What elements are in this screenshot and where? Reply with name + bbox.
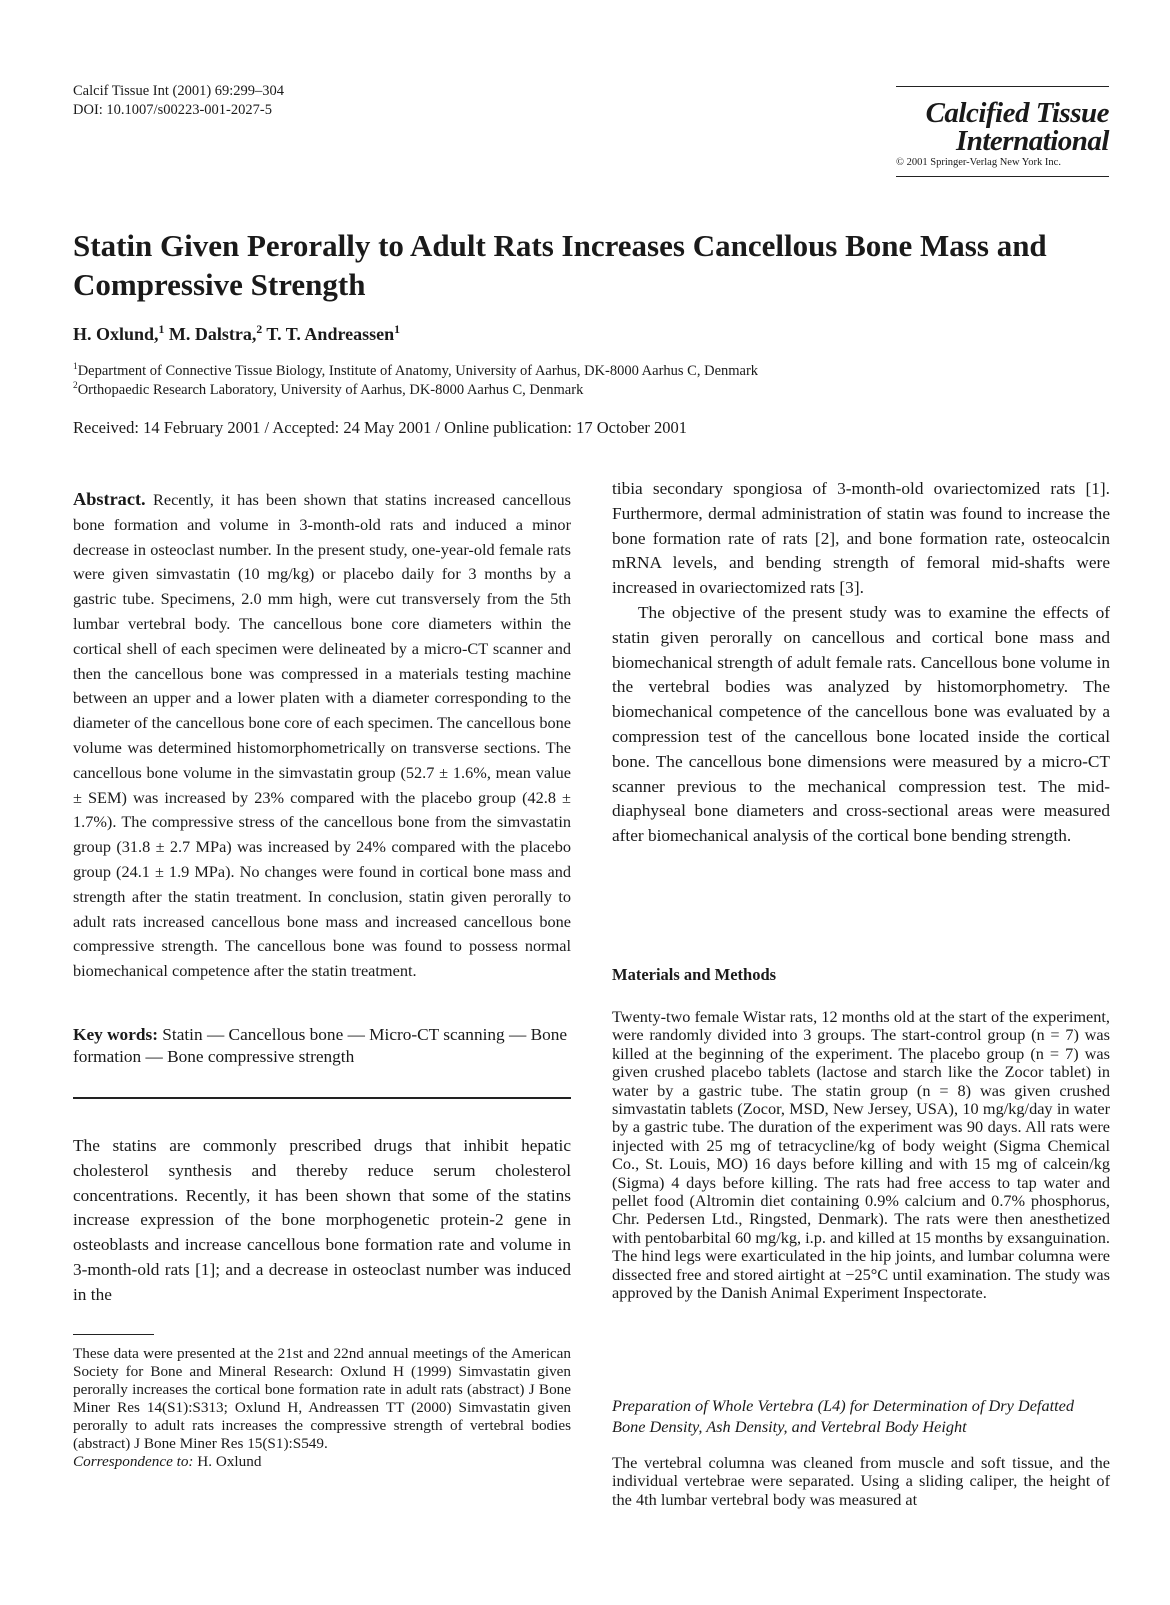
correspondence-name: H. Oxlund [197,1453,262,1470]
author-name: M. Dalstra, [168,324,257,344]
footnote-divider [73,1334,154,1335]
subsection-heading: Preparation of Whole Vertebra (L4) for Determination of Dry Defatted Bone Density, Ash Density, and Vertebral Body Height [612,1396,1074,1436]
objective-paragraph: The objective of the present study was to examine the effects of statin given perorally on cancellous and cortical bone mass and biomechanical strength of adult female rats. Cancellous bone volume in the vertebral bodies was analyzed by histomorphometry. The biomechanical competence of the cancellous bone was evaluated by a compression test of the cancellous bone located inside the cortical bone. The cancellous bone dimensions were measured by a micro-CT scanner previous to the mechanical compression test. The mid-diaphyseal bone diameters and cross-sectional areas were measured after biomechanical analysis of the cortical bone bending strength. [612,602,1110,846]
article-title: Statin Given Perorally to Adult Rats Increases Cancellous Bone Mass and Compressive Strength [73,228,1047,302]
abstract-label: Abstract. [73,489,146,509]
subsection-paragraph: The vertebral columna was cleaned from muscle and soft tissue, and the individual vertebrae were separated. Using a sliding caliper, the height of the 4th lumbar vertebral body was measured at [612,1453,1110,1509]
keywords-label: Key words: [73,1025,158,1044]
journal-copyright: © 2001 Springer-Verlag New York Inc. [896,157,1061,168]
correspondence-label: Correspondence to: [73,1453,194,1470]
footnote [73,1345,571,1471]
received-dates: Received: 14 February 2001 / Accepted: 24 May 2001 / Online publication: 17 October 2001 [73,418,688,437]
author-affiliation-number: 2 [256,323,263,336]
author-list [73,324,400,345]
citation-line: Calcif Tissue Int (2001) 69:299–304 [73,83,285,99]
journal-logo [896,86,1109,177]
affiliations [73,362,758,399]
journal-name: Calcified Tissue International [925,97,1109,157]
section-heading: Materials and Methods [612,965,777,984]
section-divider [73,1097,571,1099]
author-name: H. Oxlund, [73,324,159,344]
abstract-text: Recently, it has been shown that statins increased cancellous bone formation and volume in 3-month-old rats and induced a minor decrease in osteoclast number. In the present study, one-year-old female rats were given simvastatin (10 mg/kg) or placebo daily for 3 months by a gastric tube. Specimens, 2.0 mm high, were cut transversely from the 5th lumbar vertebral body. The cancellous bone core diameters within the cortical shell of each specimen were delineated by a micro-CT scanner and then the cancellous bone was compressed in a materials testing machine between an upper and a lower platen with a diameter corresponding to the diameter of the cancellous bone core of each specimen. The cancellous bone volume was determined histomorphometrically on transverse sections. The cancellous bone volume in the simvastatin group (52.7 ± 1.6%, mean value ± SEM) was increased by 23% compared with the placebo group (42.8 ± 1.7%). The compressive stress of the cancellous bone from the simvastatin group (31.8 ± 2.7 MPa) was increased by 24% compared with the placebo group (24.1 ± 1.9 MPa). No changes were found in cortical bone mass and strength after the statin treatment. In conclusion, statin given perorally to adult rats increased cancellous bone mass and increased cancellous bone compressive strength. The cancellous bone was found to possess normal biomechanical competence after the statin treatment. [73,490,571,981]
abstract [73,487,571,984]
author-affiliation-number: 1 [394,323,400,336]
keywords-text: Statin — Cancellous bone — Micro-CT scanning — Bone formation — Bone compressive strength [73,1025,568,1066]
intro-continued [612,477,1110,849]
methods-paragraph: Twenty-two female Wistar rats, 12 months old at the start of the experiment, were randomly divided into 3 groups. The start-control group (n = 7) was killed at the beginning of the experiment. The placebo group (n = 7) was given crushed placebo tablets (lactose and starch like the Zocor tablet) in water by a gastric tube. The statin group (n = 8) was given crushed simvastatin tablets (Zocor, MSD, New Jersey, USA), 10 mg/kg/day in water by a gastric tube. The duration of the experiment was 90 days. All rats were injected with 25 mg of tetracycline/kg of body weight (Sigma Chemical Co., St. Louis, MO) 16 days before killing and with 15 mg of calcein/kg (Sigma) 4 days before killing. The rats had free access to tap water and pellet food (Altromin diet containing 0.9% calcium and 0.7% phosphorus, Chr. Pedersen Ltd., Ringsted, Denmark). The rats were then anesthetized with pentobarbital 60 mg/kg, i.p. and killed at 15 months by exsanguination. The hind legs were exarticulated in the hip joints, and lumbar columna were dissected free and stored airtight at −25°C until examination. The study was approved by the Danish Animal Experiment Inspectorate. [612,1007,1110,1303]
intro-paragraph: tibia secondary spongiosa of 3-month-old ovariectomized rats [1]. Furthermore, dermal administration of statin was found to increase the bone formation rate of rats [2], and bone formation rate, osteocalcin mRNA levels, and bending strength of femoral mid-shafts were increased in ovariectomized rats [3]. [612,479,1110,598]
author-affiliation-number: 1 [158,323,165,336]
author-name: T. T. Andreassen [266,324,395,344]
citation-block [73,82,284,120]
intro-paragraph: The statins are commonly prescribed drugs that inhibit hepatic cholesterol synthesis and thereby reduce serum cholesterol concentrations. Recently, it has been shown that some of the statins increase expression of the bone morphogenetic protein-2 gene in osteoblasts and increase cancellous bone formation rate and volume in 3-month-old rats [1]; and a decrease in osteoclast number was induced in the [73,1136,571,1304]
affiliation: $^1$Department of Connective Tissue Biology, Institute of Anatomy, University of Aarhus, DK-8000 Aarhus C, Denmark [73,362,759,379]
footnote-text: These data were presented at the 21st and 22nd annual meetings of the American Society for Bone and Mineral Research: Oxlund H (1999) Simvastatin given perorally increases the cortical bone formation rate in adult rats (abstract) J Bone Miner Res 14(S1):S313; Oxlund H, Andreassen TT (2000) Simvastatin given perorally to adult rats increases the compressive strength of vertebral bodies (abstract) J Bone Miner Res 15(S1):S549. [73,1345,571,1452]
keywords [73,1024,571,1068]
affiliation: $^2$Orthopaedic Research Laboratory, University of Aarhus, DK-8000 Aarhus C, Denmark [73,380,584,398]
doi-line: DOI: 10.1007/s00223-001-2027-5 [73,102,272,118]
